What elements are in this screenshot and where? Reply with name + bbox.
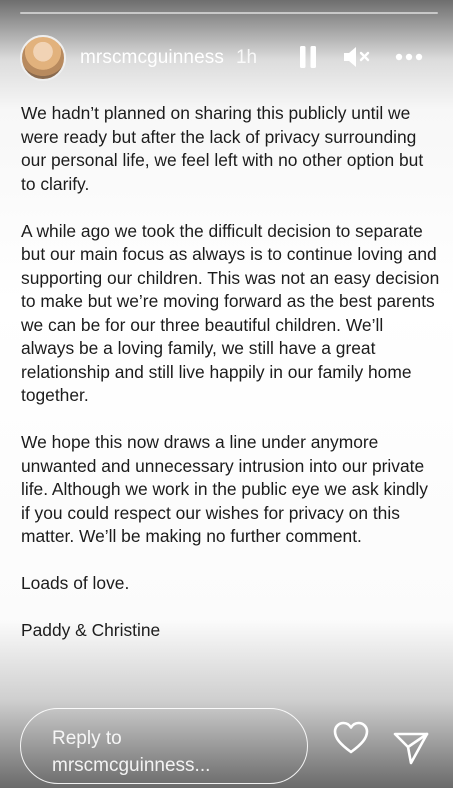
more-options-button[interactable] [394,44,424,70]
mute-button[interactable] [342,44,372,70]
heart-icon [332,720,370,756]
pause-icon [298,44,318,70]
message-paragraph: We hope this now draws a line under anymore unwanted and unnecessary intrusion into our private life. Although we work in the public eye we ask kindly if you could respect our wishes for privacy on this matter. We’ll be making no further comment. [21,432,428,546]
username[interactable]: mrscmcguinness [80,47,224,68]
message-signature: Paddy & Christine [21,620,161,640]
post-time: 1h [235,47,258,68]
speaker-muted-icon [342,44,372,70]
send-icon [392,730,430,766]
more-dots-icon [394,44,424,70]
message-paragraph: A while ago we took the difficult decision to separate but our main focus as always is to continue loving and supporting our children. This was not an easy decision to make but we’re moving forward as the best parents we can be for our three beautiful children. We’ll always be a loving family, we still have a great relationship and still live happily in our family home together. [21,220,440,405]
like-button[interactable] [332,720,370,756]
story-message [21,102,441,666]
story-header [20,34,440,82]
pause-button[interactable] [298,44,318,70]
avatar[interactable] [20,35,66,81]
send-button[interactable] [392,730,430,766]
message-sign-off: Loads of love. [21,573,130,593]
reply-placeholder: Reply to mrscmcguinness... [52,728,211,776]
message-paragraph: We hadn’t planned on sharing this publicly until we were ready but after the lack of privacy surrounding our personal life, we feel left with no other option but to clarify. [21,103,424,194]
reply-input[interactable] [20,708,308,784]
story-progress-bar [20,12,438,14]
story-footer [0,700,453,788]
